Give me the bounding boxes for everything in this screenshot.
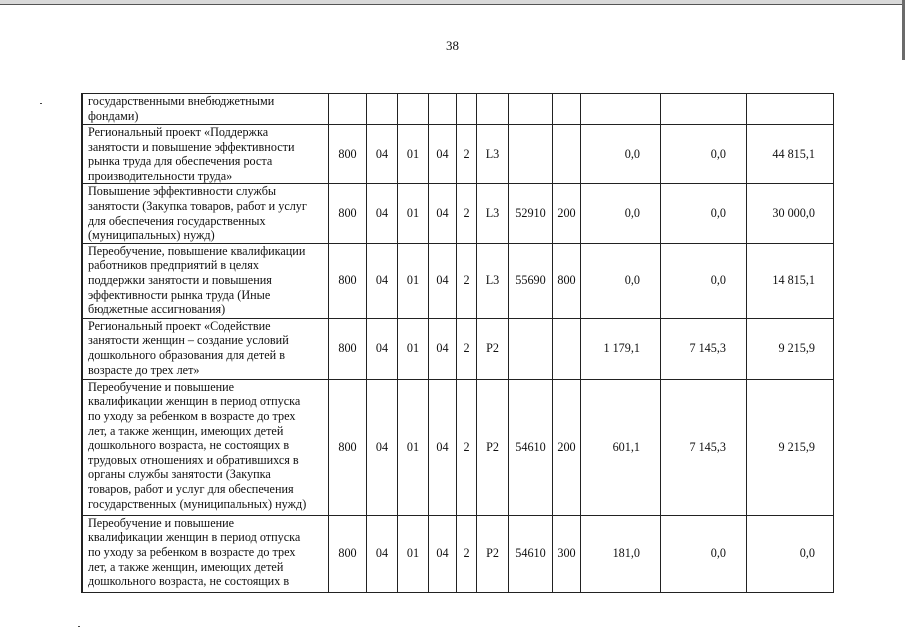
cell-project: P2 xyxy=(477,318,509,379)
cell-amount-3: 9 215,9 xyxy=(747,379,834,515)
cell-subsection: 01 xyxy=(398,125,429,184)
cell-amount-3: 0,0 xyxy=(747,515,834,592)
row-description: Переобучение, повышение квалификации работников предприятий в целях поддержки занятости и повышения эффективности рынка труда (Иные бюджетные ассигнования) xyxy=(83,243,329,318)
cell-subsection: 01 xyxy=(398,379,429,515)
cell-amount-1: 0,0 xyxy=(581,243,661,318)
cell-amount-1: 0,0 xyxy=(581,125,661,184)
cell-subprogram xyxy=(457,94,477,125)
row-description: Региональный проект «Поддержка занятости и повышение эффективности рынка труда для обеспечения роста производительности труда» xyxy=(83,125,329,184)
cell-program: 04 xyxy=(429,125,457,184)
row-description: Повышение эффективности службы занятости (Закупка товаров, работ и услуг для обеспечения государственных (муниципальных) нужд) xyxy=(83,184,329,243)
cell-project: P2 xyxy=(477,379,509,515)
cell-expense-type: 200 xyxy=(553,379,581,515)
scan-speck xyxy=(78,626,80,627)
cell-subsection: 01 xyxy=(398,515,429,592)
cell-section: 04 xyxy=(367,515,398,592)
cell-amount-2: 0,0 xyxy=(661,125,747,184)
cell-section xyxy=(367,94,398,125)
cell-project xyxy=(477,94,509,125)
table-row xyxy=(82,125,834,184)
cell-amount-3: 30 000,0 xyxy=(747,184,834,243)
table-row xyxy=(82,379,834,515)
cell-direction xyxy=(509,125,553,184)
cell-expense-type: 800 xyxy=(553,243,581,318)
cell-org-code: 800 xyxy=(329,515,367,592)
budget-table xyxy=(81,93,834,593)
cell-amount-2 xyxy=(661,94,747,125)
cell-org-code: 800 xyxy=(329,379,367,515)
scan-speck xyxy=(40,103,42,104)
cell-amount-1 xyxy=(581,94,661,125)
cell-org-code: 800 xyxy=(329,125,367,184)
cell-program: 04 xyxy=(429,379,457,515)
cell-amount-2: 0,0 xyxy=(661,184,747,243)
table-row xyxy=(82,184,834,243)
row-description: государственными внебюджетными фондами) xyxy=(83,94,329,125)
cell-subprogram: 2 xyxy=(457,515,477,592)
cell-program: 04 xyxy=(429,243,457,318)
cell-project: L3 xyxy=(477,184,509,243)
cell-direction xyxy=(509,94,553,125)
cell-amount-2: 7 145,3 xyxy=(661,379,747,515)
cell-subsection: 01 xyxy=(398,184,429,243)
cell-program: 04 xyxy=(429,515,457,592)
cell-expense-type xyxy=(553,318,581,379)
cell-amount-3: 14 815,1 xyxy=(747,243,834,318)
row-description: Переобучение и повышение квалификации женщин в период отпуска по уходу за ребенком в возрасте до трех лет, а также женщин, имеющих детей дошкольного возраста, не состоящих в трудовых отношениях и обратившихся в органы службы занятости (Закупка товаров, работ и услуг для обеспечения государственных (муниципальных) нужд) xyxy=(83,379,329,515)
cell-section: 04 xyxy=(367,243,398,318)
cell-amount-3 xyxy=(747,94,834,125)
scan-top-edge xyxy=(0,0,905,5)
cell-direction: 54610 xyxy=(509,379,553,515)
cell-amount-3: 9 215,9 xyxy=(747,318,834,379)
cell-subprogram: 2 xyxy=(457,184,477,243)
cell-section: 04 xyxy=(367,379,398,515)
row-description: Региональный проект «Содействие занятости женщин – создание условий дошкольного образования для детей в возрасте до трех лет» xyxy=(83,318,329,379)
cell-amount-2: 0,0 xyxy=(661,243,747,318)
cell-org-code: 800 xyxy=(329,318,367,379)
cell-amount-2: 7 145,3 xyxy=(661,318,747,379)
cell-expense-type: 300 xyxy=(553,515,581,592)
cell-program: 04 xyxy=(429,318,457,379)
cell-program: 04 xyxy=(429,184,457,243)
table-row xyxy=(82,318,834,379)
table-row xyxy=(82,94,834,125)
cell-subprogram: 2 xyxy=(457,379,477,515)
cell-org-code: 800 xyxy=(329,184,367,243)
cell-section: 04 xyxy=(367,125,398,184)
cell-expense-type: 200 xyxy=(553,184,581,243)
cell-amount-1: 181,0 xyxy=(581,515,661,592)
cell-program xyxy=(429,94,457,125)
cell-amount-3: 44 815,1 xyxy=(747,125,834,184)
cell-direction: 54610 xyxy=(509,515,553,592)
table-row xyxy=(82,243,834,318)
cell-subprogram: 2 xyxy=(457,318,477,379)
cell-section: 04 xyxy=(367,318,398,379)
cell-section: 04 xyxy=(367,184,398,243)
cell-amount-2: 0,0 xyxy=(661,515,747,592)
cell-expense-type xyxy=(553,125,581,184)
table-row xyxy=(82,515,834,592)
cell-subsection: 01 xyxy=(398,243,429,318)
cell-project: L3 xyxy=(477,125,509,184)
cell-amount-1: 601,1 xyxy=(581,379,661,515)
cell-direction: 52910 xyxy=(509,184,553,243)
cell-subsection: 01 xyxy=(398,318,429,379)
cell-project: P2 xyxy=(477,515,509,592)
cell-subprogram: 2 xyxy=(457,243,477,318)
cell-subsection xyxy=(398,94,429,125)
cell-org-code xyxy=(329,94,367,125)
cell-subprogram: 2 xyxy=(457,125,477,184)
cell-direction xyxy=(509,318,553,379)
cell-expense-type xyxy=(553,94,581,125)
cell-direction: 55690 xyxy=(509,243,553,318)
page-number: 38 xyxy=(446,38,459,53)
cell-amount-1: 1 179,1 xyxy=(581,318,661,379)
cell-org-code: 800 xyxy=(329,243,367,318)
row-description: Переобучение и повышение квалификации женщин в период отпуска по уходу за ребенком в возрасте до трех лет, а также женщин, имеющих детей дошкольного возраста, не состоящих в xyxy=(83,515,329,592)
cell-amount-1: 0,0 xyxy=(581,184,661,243)
cell-project: L3 xyxy=(477,243,509,318)
